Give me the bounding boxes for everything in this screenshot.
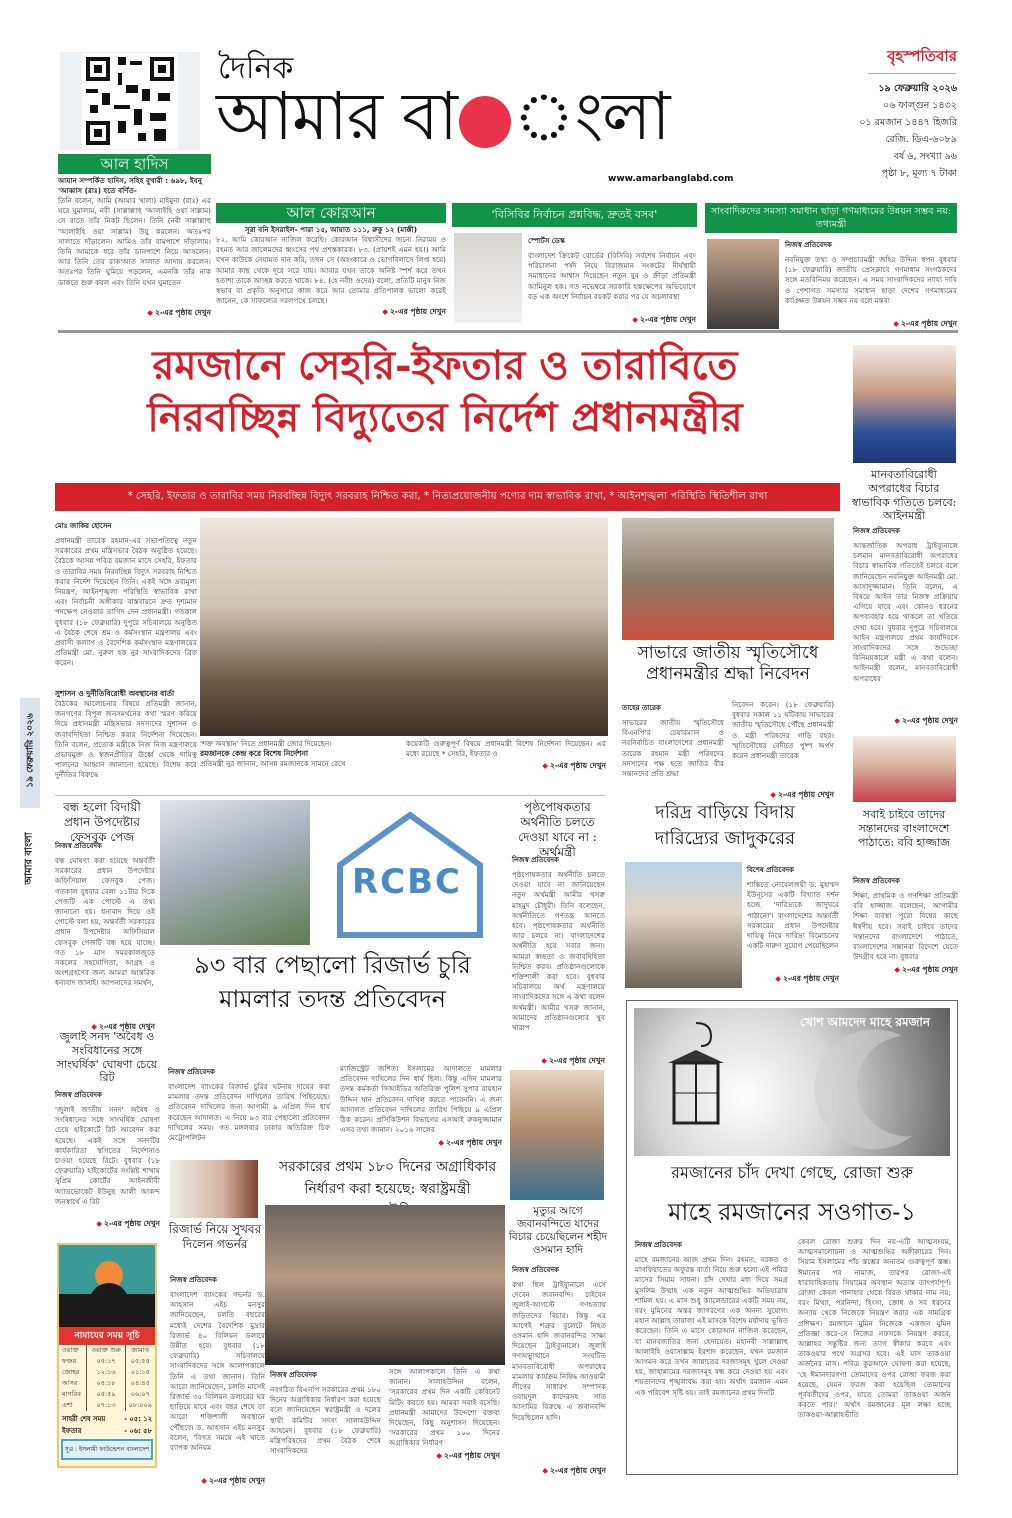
cabinet-meeting-photo [200, 518, 608, 736]
prayer-name: মাগরিব [62, 1390, 81, 1398]
hadith-text: তিনি বলেন, আমি (আমার খালা) মাইমুনা (রাঃ) এর ঘরে ঘুমালাম, নবী (সাল্লাল্লাহু 'আলাইহি ওয়া সাল্লাম) সে রাতে তাঁর নিকট ছিলেন। তিনি (নবী সাল্লাল্লাহু 'আলাইহি ওয়া সাল্লাম) উযু করলেন। অতঃপর সালাতে দাঁড়ালেন। আমিও তাঁর বামপাশে দাঁড়ালাম। তিনি আমাকে ধরে তাঁর ডানপাশে নিয়ে আসলেন। আর তিনি তের রাক'আত সালাত আদায় করলেন। অতঃপর তিনি ঘুমিয়ে পড়লেন, এমনকি তাঁর নাক ডাকতে শুরু করল এবং তিনি যখন ঘুমাতেন [58, 196, 211, 287]
savar-byline: তাহের তারেক [622, 704, 661, 712]
rcbc-text2: ম্যাজিস্ট্রেট জশিতা ইসলামের আদালতে মামলার প্রতিবেদন দাখিলের দিন ধার্য ছিল। কিন্তু এদিন মামলার তদন্ত কর্মকর্তা সিআইডির অতিরিক্ত পুলিশ সুপার রায়হান উদ্দিন খান প্রতিবেদন দাখিল করতে পারেননি। এ জন্য আদালত প্রতিবেদন দাখিলের তারিখ পিছিয়ে ৯ এপ্রিল ঠিক করেন। প্রসিকিউশন বিভাগের এসআই রুকনুজ্জামান এসব তথ্য জানান। ২০১৬ সালের [340, 1064, 502, 1135]
hadi-photo [510, 1070, 604, 1200]
facebook-story [55, 838, 155, 1032]
lead-subhead: সুশাসন ও দুর্নীতিবিরোধী অবস্থানের বার্তা [55, 689, 175, 698]
lead-col3-text: কয়েকটি গুরুত্বপূর্ণ বিষয়ে প্রধানমন্ত্রী বিশেষ নির্দেশনা দিয়েছেন। এর মধ্যে রয়েছে * সেহরি, ইফতার ও [406, 739, 606, 759]
date-block [859, 80, 957, 182]
home-minister-story [270, 1367, 500, 1461]
rcbc-continue[interactable]: ◆ ২-এর পৃষ্ঠায় দেখুন [438, 1138, 502, 1147]
july-charter-continue[interactable]: ◆ ২-এর পৃষ্ঠায় দেখুন [96, 1219, 160, 1228]
qr-icon [82, 53, 178, 149]
weekday-divider [868, 73, 956, 74]
col-waqt: ওয়াক্ত [62, 1346, 79, 1354]
side-strip-brand-text: আমার বাংলা [23, 832, 35, 885]
logo-text-1: আমার বা [216, 78, 457, 155]
prayer-jamat: ০১:১৫ [125, 1367, 155, 1378]
continue-bullet-icon: ◆ [893, 319, 899, 328]
prayer-table-header [59, 1345, 155, 1356]
continue-bullet-icon: ◆ [91, 1022, 97, 1031]
col-jamat: জামাত [125, 1345, 155, 1356]
quran-box [216, 203, 446, 317]
law-minister-photo [853, 345, 956, 463]
continue-bullet-icon: ◆ [894, 716, 900, 725]
law-minister-text: আন্তর্জাতিক অপরাধ ট্রাইব্যুনালে চলমান মানবতাবিরোধী অপরাধের বিচার স্বাভাবিক গতিতেই চলবে বলে জানিয়েছেন নবনিযুক্ত আইনমন্ত্রী মো. আসাদুজ্জামান। তিনি বলেন, এ বিষয়ে আইন তার নিজস্ব প্রক্রিয়ায় এগিয়ে যাবে এবং কোনও ধরনের অপব্যবহার হয়ে থাকলে তা খতিয়ে দেখা হবে। বুধবার দুপুরে সচিবালয়ে আইন মন্ত্রণালয়ে প্রথম কার্যদিবসে সাংবাদিকদের সঙ্গে শুভেচ্ছা বিনিময়কালে মন্ত্রী এ কথা বলেন। আইনমন্ত্রী বলেন, মানবতাবিরোধী অপরাধের [853, 541, 958, 683]
website-url[interactable]: www.amarbanglabd.com [608, 174, 734, 184]
continue-bullet-icon: ◆ [382, 307, 388, 316]
savar-story [622, 700, 834, 800]
bcb-byline: স্পোর্টস ডেস্ক [528, 237, 565, 245]
prayer-row [59, 1378, 155, 1389]
savar-photo [622, 518, 834, 640]
home-minister-text2: সঙ্গে আলাপকালে তিনি এ কথা জানান। সালাহউদ্দিন বলেন, 'সরকারের প্রথম দিন একটি কেবিনেট মিটিং করতে হয়। আমরা সবাই বসেছি। প্রধানমন্ত্রী আমাদের উদ্দেশ্যে বক্তব্য দিয়েছেন, কিছু অনুশাসন দিয়েছেন। 'সরকারের প্রথম ১০০ দিনের অগ্রাধিকার নির্ধারণ [389, 1367, 500, 1448]
prayer-name: জোহর [62, 1368, 80, 1376]
rcbc-byline: নিজস্ব প্রতিবেদক [168, 1068, 215, 1076]
rcbc-graphic [310, 800, 505, 945]
bcb-story [452, 203, 697, 324]
mid-divider [55, 795, 605, 796]
lead-headline-line2: নিরবচ্ছিন্ন বিদ্যুতের নির্দেশ প্রধানমন্ত্রীর [147, 394, 743, 441]
lead-continue[interactable]: ◆ ২-এর পৃষ্ঠায় দেখুন [542, 761, 606, 771]
date-bangla: ০৬ ফাল্গুন ১৪৩২ [883, 100, 957, 111]
volume-issue: বর্ষ ৬, সংখ্যা ৯৬ [893, 151, 957, 162]
prayer-jamat: ০৪:৪৫ [125, 1378, 155, 1389]
prayer-start: ০৪:১৮ [87, 1378, 125, 1389]
yunus-text: শান্তিতে নোবেলজয়ী ড. মুহাম্মদ ইউনূসের একটি বিখ্যাত দর্শন হচ্ছে 'দারিদ্র্যকে জাদুঘরে পাঠানো'। বাংলাদেশের অন্তর্বর্তী সরকারের প্রধান উপদেষ্টার দায়িত্ব নিয়ে দারিদ্র্য বিমোচনের একটি দারুণ সুযোগ পেয়েছিলেন [747, 880, 839, 951]
lead-col2-text: 'শক্ত অবস্থান' নিতে প্রধানমন্ত্রী জোর দিয়েছেন। [200, 739, 332, 748]
bangladesh-bank-photo [160, 800, 310, 945]
bcb-photo [454, 233, 522, 323]
bobby-headline[interactable]: সবাই চাইবে তাদের সন্তানদের বাংলাদেশে পাঠাতে: ববি হাজ্জাজ [857, 808, 951, 849]
finance-continue[interactable]: ◆ ২-এর পৃষ্ঠায় দেখুন [541, 1056, 605, 1065]
iftar-label: ইফতার [62, 1427, 82, 1435]
quran-lead: সূরা বনি ইসরাইল- পারা ১৫, আয়াত ১১১, রুকু ১২ (মাক্কী) [244, 225, 417, 234]
law-minister-story [853, 523, 958, 726]
yunus-headline[interactable]: দরিদ্র বাড়িয়ে বিদায় দারিদ্র্যের জাদুকরের [654, 802, 796, 849]
prayer-start: ১২:১৬ [87, 1367, 125, 1378]
iftar-time: - ০৬: ৫৮ [124, 1427, 152, 1435]
savar-headline[interactable]: সাভারে জাতীয় স্মৃতিসৌধে প্রধানমন্ত্রীর শ্রদ্ধা নিবেদন [637, 643, 819, 685]
facebook-headline[interactable]: বন্ধ হলো বিদায়ী প্রধান উপদেষ্টার ফেসবুক পেজ [63, 800, 141, 844]
rcbc-story [168, 1064, 503, 1154]
col-start: ওয়াক্ত শুরু [87, 1345, 125, 1356]
finance-text: পৃষ্ঠপোষকতার অর্থনীতি চলতে দেওয়া যাবে না জানিয়েছেন নতুন অর্থমন্ত্রী আমীর খসরু মাহমুদ চৌধুরী। তিনি বলেছেন, অর্থনীতিতে গণতন্ত্র আনতে হবে। পৃষ্ঠপোষকতার অর্থনীতি আর চলবে না। বাংলাদেশের অর্থনীতি হবে সবার জন্য। আমরা স্বচ্ছতা ও জবাবদিহিতা নিশ্চিত করব। প্রতিষ্ঠানগুলোকে শক্তিশালী করা হবে। বুধবার সচিবালয়ে অর্থ মন্ত্রণালয়ে সাংবাদিকদের সঙ্গে এ কথা বলেন অর্থমন্ত্রী। আমীর খসরু জানান, আমাদের প্রতিষ্ঠানগুলোর খুব খারাপ [512, 870, 605, 1033]
prayer-name: আসর [62, 1379, 78, 1387]
lead-text2: বৈঠকের আলোচনার বিষয়ে প্রতিমন্ত্রী জানান, জনগণের বিপুল জনসমর্থনের কথা স্মরণ করিয়ে দিয়ে প্রধানমন্ত্রী মন্ত্রিসভার সদস্যদের সুশাসন ও জবাবদিহিতা নিশ্চিত করার নির্দেশনা দিয়েছেন। তিনি বলেন, প্রত্যেক মন্ত্রীকে নিজ নিজ মন্ত্রণালয়ে প্রভাবমুক্ত ও স্বজনপ্রীতির ঊর্ধ্বে থেকে দায়িত্ব পালনের আহ্বান জানানো হয়েছে। বিশেষ করে দুর্নীতির বিরুদ্ধে [55, 699, 197, 780]
home-minister-text: নবগঠিত বিএনপি সরকারের প্রথম ১৮০ দিনের অগ্রাধিকার নির্ধারণ করা হয়েছে বলে জানিয়েছেন স্বরাষ্ট্রমন্ত্রী ও দলের স্থায়ী কমিটির সদস্য সালাহউদ্দিন আহমেদ। বুধবার (১৮ ফেব্রুয়ারি) মন্ত্রিপরিষদের প্রথম বৈঠক শেষে সাংবাদিকদের [270, 1385, 381, 1456]
savar-text2: নিবেদন করেন। (১৮ ফেব্রুয়ারি) বুধবার সকাল ১১ ঘটিকায় সাভারের জাতীয় স্মৃতিসৌধে পৌঁছে প্রধানমন্ত্রী ও মন্ত্রী পরিষদের গাড়ি বহর। স্মৃতিসৌধের বেদীতে পুষ্প অর্পণ করেন প্রধানমন্ত্রী তারেক [732, 700, 834, 761]
ramadan-moon-headline[interactable]: রমজানের চাঁদ দেখা গেছে, রোজা শুরু [671, 1163, 913, 1182]
bobby-byline: নিজস্ব প্রতিবেদক [853, 877, 900, 885]
rcbc-text: বাংলাদেশ ব্যাংকের রিজার্ভ চুরির ঘটনায় দায়ের করা মামলায় তদন্ত প্রতিবেদন দাখিলের তারিখ পিছিয়েছে। প্রতিবেদন দাখিলের জন্য আগামী ৯ এপ্রিল দিন ধার্য করেছেন আদালত। এ নিয়ে ৯৩ বার পেছালো প্রতিবেদন দাখিলের সময়। গত মঙ্গলবার ঢাকার অতিরিক্ত চিফ মেট্রোপলিটন [168, 1082, 330, 1143]
governor-headline[interactable]: রিজার্ভ নিয়ে সুখবর দিলেন গভর্নর [168, 1222, 262, 1251]
yunus-story [747, 862, 839, 984]
facebook-continue[interactable]: ◆ ২-এর পৃষ্ঠায় দেখুন [91, 1022, 155, 1031]
prayer-row [59, 1389, 155, 1400]
registration: রেজি. ডিএ-৬০৮৯ [885, 134, 957, 145]
side-strip-brand [20, 815, 40, 905]
bobby-story [853, 873, 958, 975]
continue-bullet-icon: ◆ [96, 1219, 102, 1228]
prayer-jamat: ০৮:০০৯ [125, 1400, 155, 1411]
prayer-table [59, 1345, 155, 1411]
hadith-continue[interactable]: ◆ ২-এর পৃষ্ঠায় দেখুন [147, 308, 211, 317]
prayer-row [59, 1367, 155, 1378]
info-minister-story [705, 203, 957, 328]
home-minister-continue[interactable]: ◆ ২-এর পৃষ্ঠায় দেখুন [436, 1451, 500, 1460]
rcbc-headline[interactable]: ৯৩ বার পেছালো রিজার্ভ চুরি মামলার তদন্ত প্রতিবেদন [194, 951, 471, 1013]
qr-code [60, 52, 200, 150]
sehri-label: সাহরী শেষ সময় [62, 1415, 106, 1423]
hadith-box [58, 154, 211, 318]
continue-bullet-icon: ◆ [438, 1138, 444, 1147]
continue-bullet-icon: ◆ [541, 1056, 547, 1065]
continue-bullet-icon: ◆ [201, 1476, 207, 1485]
lead-col3 [406, 739, 606, 771]
logo-circle-icon [459, 96, 511, 148]
prayer-source: সূত্র : ইসলামী ফাউন্ডেশন বাংলাদেশ [61, 1439, 153, 1460]
lead-text: প্রধানমন্ত্রী তারেক রহমান-এর সভাপতিত্বে নতুন সরকারের প্রথম মন্ত্রিসভার বৈঠক অনুষ্ঠিত হয়েছে। বৈঠকে আসন্ন পবিত্র রমজান মাসে সেহরি, ইফতার ও তারাবির সময় নিরবচ্ছিন্ন বিদ্যুৎ সরবরাহ নিশ্চিত করার নির্দেশ দিয়েছেন তিনি। একই সঙ্গে দ্রব্যমূল্য নিয়ন্ত্রণ, আইনশৃঙ্খলা পরিস্থিতি স্বাভাবিক রাখা এবং নির্বাচনী অঙ্গীকার বাস্তবায়নে দ্রুত দৃশ্যমান পদক্ষেপ নেওয়ার তাগিদ দেন প্রধানমন্ত্রী। গতকাল বুধবার (১৮ ফেব্রুয়ারি) দুপুরে সচিবালয়ে অনুষ্ঠিত এ বৈঠক শেষে শ্রম ও কর্মসংস্থান মন্ত্রণালয় এবং প্রবাসী কল্যাণ ও বৈদেশিক কর্মসংস্থান মন্ত্রণালয়ের প্রতিমন্ত্রী মো. নুরুল হক নুর সাংবাদিকদের ব্রিফ করেন। [55, 536, 197, 668]
continue-bullet-icon: ◆ [632, 315, 638, 324]
prayer-title: নামাযের সময় সূচি [59, 1327, 155, 1345]
july-charter-headline[interactable]: জুলাই সনদ 'অবৈধ ও সংবিধানের সঙ্গে সাংঘর্ষিক' ঘোষণা চেয়ে রিট [56, 1030, 158, 1085]
mosque-illustration [59, 1245, 155, 1327]
ramadan-box [626, 1000, 958, 1475]
continue-bullet-icon: ◆ [542, 761, 548, 771]
savar-continue[interactable]: ◆ ২-এর পৃষ্ঠায় দেখুন [770, 790, 834, 799]
hadith-heading: আল হাদিস [58, 154, 211, 174]
ramadan-text: মাহে রমজানের আজ প্রথম দিন। রহমত, বরকত ও মাগফিরাতের অফুরন্ত বার্তা নিয়ে শুরু হলো এই পবিত্র মাসের সিয়াম সাধনা। চাঁদ দেখার মধ্য দিয়ে সমগ্র মুসলিম উম্মাহ এক নতুন আত্মশুদ্ধির অভিযাত্রায় শামিল হয়। এ মাস শুধু ক্যালেন্ডারের একটি সময় নয়, বরং মুমিনের অন্তর জাগরণের এক অনন্য সুযোগ। মহান আল্লাহ তায়ালা এই মাসকে বিশেষ মর্যাদায় ভূষিত করেছেন। তিনি এ মাসে কোরআন নাজিল করেছেন, যা মানবজাতির জন্য হেদায়েত। মহানবী সাল্লাল্লাহু আলাইহি ওয়াসাল্লাম ইরশাদ করেছেন, যখন রমজান আগমন করে তখন জান্নাতের দরজাসমূহ খুলে দেওয়া হয়, জাহান্নামের দরজাসমূহ বন্ধ করে দেওয়া হয় এবং শয়তানদের শৃঙ্খলাবদ্ধ করা হয়। অর্থাৎ রমজান এমন এক পরিবেশ সৃষ্টি হয়। তাই রমজানের প্রথম দিনটি [635, 1255, 788, 1397]
home-minister-byline: নিজস্ব প্রতিবেদক [270, 1371, 317, 1379]
finance-story [512, 852, 605, 1066]
savar-text: সাভারের জাতীয় স্মৃতিসৌধে বিএনপি'র চেয়ারম্যান ও নবনির্বাচিত বাংলাদেশের প্রধানমন্ত্রী তারেক রহমান মন্ত্রী পরিষদের সদস্যদের পক্ষ হতে জাতির বীর সন্তানদের প্রতি শ্রদ্ধা [622, 718, 724, 779]
prayer-row [59, 1400, 155, 1411]
crescent-moon-icon [792, 1016, 932, 1156]
finance-headline[interactable]: পৃষ্ঠপোষকতার অর্থনীতি চলতে দেওয়া যাবে না : অর্থমন্ত্রী [518, 800, 597, 859]
sehri-time: - ০৫: ১২ [124, 1415, 152, 1423]
info-minister-byline: নিজস্ব প্রতিবেদক [785, 241, 832, 249]
hadi-story [512, 1262, 606, 1476]
prayer-jamat: ০৬:০৭ [125, 1389, 155, 1400]
governor-continue[interactable]: ◆ ২-এর পৃষ্ঠায় দেখুন [201, 1476, 265, 1485]
bcb-headline[interactable]: 'বিসিবির নির্বাচন প্রশ্নবিদ্ধ, দ্রুতই বসব' [452, 203, 697, 227]
logo-text-2: ংলা [512, 78, 670, 155]
dome-icon [89, 1283, 129, 1303]
law-minister-continue[interactable]: ◆ ২-এর পৃষ্ঠায় দেখুন [894, 716, 958, 725]
yunus-photo [625, 862, 742, 988]
ramadan-banner [634, 1008, 950, 1156]
prayer-start: ০৭:১৩ [87, 1400, 125, 1411]
finance-byline: নিজস্ব প্রতিবেদক [512, 856, 559, 864]
facebook-byline: নিজস্ব প্রতিবেদক [55, 842, 102, 850]
bobby-text: শিক্ষা, প্রাথমিক ও গণশিক্ষা প্রতিমন্ত্রী ববি হাজ্জাজ বলেছেন, আগামীর শিক্ষা ব্যবস্থা পুরো বিশ্বের কাছে ঈর্ষণীয় হবে। সবাই চাইবে তাদের সন্তানদের বাংলাদেশে পাঠাতে, বাংলাদেশের সন্তানরা বিদেশে যেতে উদগ্রীব হবে না। বুধবার [853, 891, 958, 962]
lead-highlights: * সেহরি, ইফতার ও তারাবির সময় নিরবচ্ছিন্ন বিদ্যুৎ সরবরাহ নিশ্চিত করা, * নিত্যপ্রয়োজনীয় পণ্যের দাম স্বাভাবিক রাখা, * আইনশৃঙ্খলা পরিস্থিতি স্থিতিশীল রাখা [55, 483, 840, 511]
lead-col2-subhead: রমজানকে কেন্দ্র করে বিশেষ নির্দেশনা [200, 749, 309, 759]
home-minister-headline[interactable]: সরকারের প্রথম ১৮০ দিনের অগ্রাধিকার নির্ধারণ করা হয়েছে: স্বরাষ্ট্রমন্ত্রী [278, 1159, 497, 1197]
facebook-text: বন্ধ ঘোষণা করা হয়েছে অন্তর্বর্তী সরকারের প্রধান উপদেষ্টার অফিসিয়াল ফেসবুক পেজ। গতকাল বুধবার বেলা ১১টার দিকে পেজটি এক পোস্টে এ তথ্য জানানো হয়। ধন্যবাদ দিয়ে ওই পোস্টে বলা হয়, অন্তর্বর্তী সরকারের প্রধান উপদেষ্টার অফিসিয়াল ফেসবুক পেজটি বন্ধ হয়ে যাচ্ছে। গত ১৮ মাস সময়কালজুড়ে সকলের সহযোগিতা, আগ্রহ ও অংশগ্রহণের জন্য আমরা আন্তরিক ধন্যবাদ জানাই। আপনাদের সমর্থন, [55, 856, 155, 988]
hadi-continue[interactable]: ◆ ২-এর পৃষ্ঠায় দেখুন [542, 1466, 606, 1475]
quran-continue[interactable]: ◆ ২-এর পৃষ্ঠায় দেখুন [382, 307, 446, 316]
top-divider [58, 330, 958, 333]
info-minister-headline[interactable]: সাংবাদিকদের সমস্যা সমাধান ছাড়া গণমাধ্যমের উন্নয়ন সম্ভব নয়: তথ্যমন্ত্রী [705, 203, 957, 233]
prayer-name: ফজর [62, 1357, 77, 1365]
july-charter-byline: নিজস্ব প্রতিবেদক [55, 1091, 102, 1099]
lead-byline: মোঃ জাকির হোসেন [55, 522, 112, 530]
hadi-text: কথা ছিল ট্রাইব্যুনালে এসে দেবেন জবানবন্দি। চাইবেন জুলাই-আগস্টে গণহত্যায় জড়িতদের বিচার। কিন্তু এর আগেই শত্রুর বুলেটে নিহত ওসমান হাদি জবানবন্দির সাক্ষ্য দিয়েছেন ট্রাইব্যুনালে। জুলাই গণঅভ্যুত্থানে সংঘটিত মানবতাবিরোধী অপরাধের মামলায় কার্যক্রম নিষিদ্ধ আওয়ামী লীগের সাধারণ সম্পাদক ওবায়দুল কাদেরসহ সাত আসামির বিরুদ্ধে এ জবানবন্দি দিয়েছিলেন হাদি। [512, 1280, 606, 1422]
governor-byline: নিজস্ব প্রতিবেদক [170, 1276, 217, 1284]
side-strip-date: ১৯ ফেব্রুয়ারি ২০২৬ [25, 713, 36, 788]
continue-bullet-icon: ◆ [894, 965, 900, 974]
prayer-start: ০৫:৫৯ [87, 1389, 125, 1400]
date-gregorian: ১৯ ফেব্রুয়ারি ২০২৬ [878, 83, 957, 94]
governor-text: বাংলাদেশ ব্যাংকের গভর্নর ড. আহসান এইচ মনসুর জানিয়েছেন, চলতি বছরের মধ্যেই দেশের বৈদেশিক মুদ্রার রিজার্ভ ৪০ বিলিয়ন ডলারে উন্নীত হবে। বুধবার (১৮ ফেব্রুয়ারি) সচিবালয়ে সাংবাদিকদের সঙ্গে আলাপকালে তিনি এ তথ্য জানান। তিনি আরো জানিয়েছেন, চলতি মাসেই রিজার্ভ ৩৫ বিলিয়ন ডলারের ঘর ছাড়িয়ে যাবে এবং বছর শেষে তা আরো শক্তিশালী অবস্থানে পৌঁছবে। ড. আহসান এইচ মনসুর বলেন, 'বিগত সময়ে এই খাতে ব্যাপক অনিয়ম [170, 1290, 265, 1453]
law-minister-headline[interactable]: মানবতাবিরোধী অপরাধের বিচার স্বাভাবিক গতিতে চলবে: আইনমন্ত্রী [851, 468, 957, 523]
date-hijri: ০১ রমজান ১৪৪৭ হিজরি [859, 117, 957, 128]
july-charter-text: 'জুলাই জাতীয় সনদ' অবৈধ ও সংবিধানের সঙ্গে সাংঘর্ষিক ঘোষণা চেয়ে হাইকোর্টে রিট আবেদন করা হয়েছে। একই সঙ্গে সনদটির কার্যকারিতা স্থগিতের নির্দেশনাও চাওয়া হয়েছে রিটে। বুধবার (১৮ ফেব্রুয়ারি) হাইকোর্টের সংশ্লিষ্ট শাখায় সুপ্রিম কোর্টের আইনজীবী অ্যাডভোকেট ইউনুছ আলী আকন্দ জনস্বার্থে এ রিট [55, 1105, 160, 1206]
masthead-pre-title: দৈনিক [218, 51, 294, 86]
governor-story [170, 1272, 265, 1486]
yunus-continue[interactable]: ◆ ২-এর পৃষ্ঠায় দেখুন [775, 974, 839, 983]
continue-bullet-icon: ◆ [542, 1466, 548, 1475]
lantern-icon [656, 1018, 736, 1148]
governor-photo [170, 1160, 258, 1218]
ramadan-headline[interactable]: মাহে রমজানের সওগাত-১ [668, 1198, 916, 1226]
lead-headline[interactable] [55, 340, 835, 444]
bcb-continue[interactable]: ◆ ২-এর পৃষ্ঠায় দেখুন [632, 315, 696, 324]
ramadan-text2: কেবল রোজা শুরুর দিন নয়-এটি আত্মসংযম, আত্মসমালোচনা ও আত্মশুদ্ধির অঙ্গীকারের দিন। সিয়াম ইসলামের পাঁচ স্তম্ভের অন্যতম গুরুত্বপূর্ণ স্তম্ভ। ঈমানের পর নামাজ, তারপর রোজা-এই ধারাবাহিকতায় সিয়ামের অবস্থান অত্যন্ত তাৎপর্যপূর্ণ। রোজা কেবল পানাহার থেকে বিরত থাকার নাম নয়; বরং মিথ্যা, পরনিন্দা, হিংসা, ক্রোধ ও সব ধরনের অন্যায় থেকে নিজেকে নিয়ন্ত্রণ করার এক সামগ্রিক প্রশিক্ষণ। রমজানে মুমিন নিজেকে একজন মুমিন প্রতিজ্ঞা করে-সে নিজের নফসকে নিয়ন্ত্রণ করবে, আল্লাহর সন্তুষ্টির জন্য ত্যাগ স্বীকার করবে এবং তাকওয়ার পথে অগ্রসর হবে। এই মাস তাকওয়া অর্জনের মাস। পবিত্র কুরআনে ঘোষণা করা হয়েছে, 'হে ঈমানদারগণ! তোমাদের ওপর রোজা ফরজ করা হয়েছে, যেমন ফরজ করা হয়েছিল তোমাদের পূর্ববর্তীদের ওপর, যাতে তোমরা তাকওয়া অর্জন করতে পার।' অর্থাৎ রমজানের মূল লক্ষ্য হচ্ছে তাকওয়া-আল্লাহভীতি [798, 1237, 951, 1420]
july-charter-story [55, 1087, 160, 1229]
continue-bullet-icon: ◆ [147, 308, 153, 317]
ramadan-byline: নিজস্ব প্রতিবেদক [635, 1241, 682, 1249]
quran-heading: আল কোরআন [216, 203, 446, 223]
lead-col1 [55, 518, 197, 780]
ramadan-banner-text: খোশ আমদেদ মাহে রমজান [800, 1015, 930, 1029]
rcbc-logo: RCBC [352, 862, 462, 902]
weekday: বৃহস্পতিবার [887, 47, 957, 65]
bobby-continue[interactable]: ◆ ২-এর পৃষ্ঠায় দেখুন [894, 965, 958, 974]
prayer-jamat: ০৫:৫৫ [125, 1356, 155, 1367]
info-minister-continue[interactable]: ◆ ২-এর পৃষ্ঠায় দেখুন [893, 319, 957, 328]
law-minister-byline: নিজস্ব প্রতিবেদক [853, 527, 900, 535]
lead-col2-text2: প্রতিমন্ত্রী নুর জানান, আসন্ন রমজানকে সামনে রেখে [200, 759, 346, 769]
continue-bullet-icon: ◆ [775, 974, 781, 983]
yunus-byline: বিশেষ প্রতিবেদক [747, 866, 794, 874]
continue-bullet-icon: ◆ [436, 1451, 442, 1460]
lead-col2 [200, 739, 400, 769]
prayer-timetable [57, 1243, 157, 1468]
continue-bullet-icon: ◆ [770, 790, 776, 799]
prayer-name: এশা [62, 1401, 73, 1409]
bobby-photo [853, 736, 956, 802]
side-strip [20, 698, 40, 808]
prayer-start: ০৫:১৭ [87, 1356, 125, 1367]
masthead-logo [216, 78, 669, 156]
home-minister-photo [265, 1205, 505, 1365]
page-price: পৃষ্ঠা ৮, মূল্য ৭ টাকা [881, 168, 957, 179]
lead-headline-line1: রমজানে সেহরি-ইফতার ও তারাবিতে [152, 342, 738, 389]
prayer-row [59, 1356, 155, 1367]
quran-text: ৮২. আমি কোরআন নাজিল করেছি। কোরআন বিশ্বাসীদের জন্যে নিরাময় ও রহমত আর জালেমদের ধ্বংসের পথ প্রশস্তকারক। ৮৩. (প্রায়শই এমন হয়!) আমি যখন কাউকে নেয়ামত দান করি, তখন সে (অহংকারে ও ভোগবিলাসে লিপ্ত হয়ে) আমার কাছ থেকে দূরে সরে যায়। আবার যখন তাকে অনিষ্ট স্পর্শ করে তখন হতাশা তাকে আচ্ছন্ন করতে থাকে। ৮৪. (হে নবী! ওদের) বলো, প্রতিটি মানুষ নিজ স্বভাব বা প্রকৃতি অনুসারে কাজ করে আর তোমার প্রতিপালক ভালো করেই জানেন, কে সাফল্যের সরলপথে চলছে। [216, 235, 446, 306]
info-minister-text: নবনিযুক্ত তথ্য ও সম্প্রচারমন্ত্রী জহির উদ্দিন স্বপন বুধবার (১৮ ফেব্রুয়ারি) জাতীয় প্রেসক্লাবে গণমাধ্যম সংগঠকদের সঙ্গে মতবিনিময় করেছেন। এ সময় সাংবাদিকদের ন্যায্য দাবি ও পেশাগত সমস্যার সমাধান ছাড়া দেশের গণমাধ্যমের কাঙ্ক্ষিত উন্নয়ন সম্ভব নয় বলে মন্তব্য [785, 255, 957, 305]
hadi-headline[interactable]: মৃত্যুর আগে জবানবন্দিতে যাদের বিচার চেয়েছিলেন শহীদ ওসমান হাদি [508, 1205, 608, 1257]
hadi-byline: নিজস্ব প্রতিবেদক [512, 1266, 559, 1274]
hadith-lead: আযান সম্পর্কিত হাদিস, সহিহ বুখারী : ৬৯৮, ইবনু 'আব্বাস (রাঃ) হতে বর্ণিত- [58, 176, 202, 195]
bcb-text: বাংলাদেশ ক্রিকেট বোর্ডের (বিসিবি) সর্বশেষ নির্বাচন এবং পরিচালনা পর্ষদ নিয়ে বিরাজমান সংকটের দীর্ঘস্থায়ী সমাধানের আশ্বাস দিয়েছেন নতুন যুব ও ক্রীড়া প্রতিমন্ত্রী আমিনুল হক। গত নভেম্বরে সরকারি হস্তক্ষেপের অভিযোগে বড় এক অংশে নির্বাচন বয়কট করার পর যে অচলাবস্থা [528, 251, 696, 301]
info-minister-photo [707, 239, 779, 329]
